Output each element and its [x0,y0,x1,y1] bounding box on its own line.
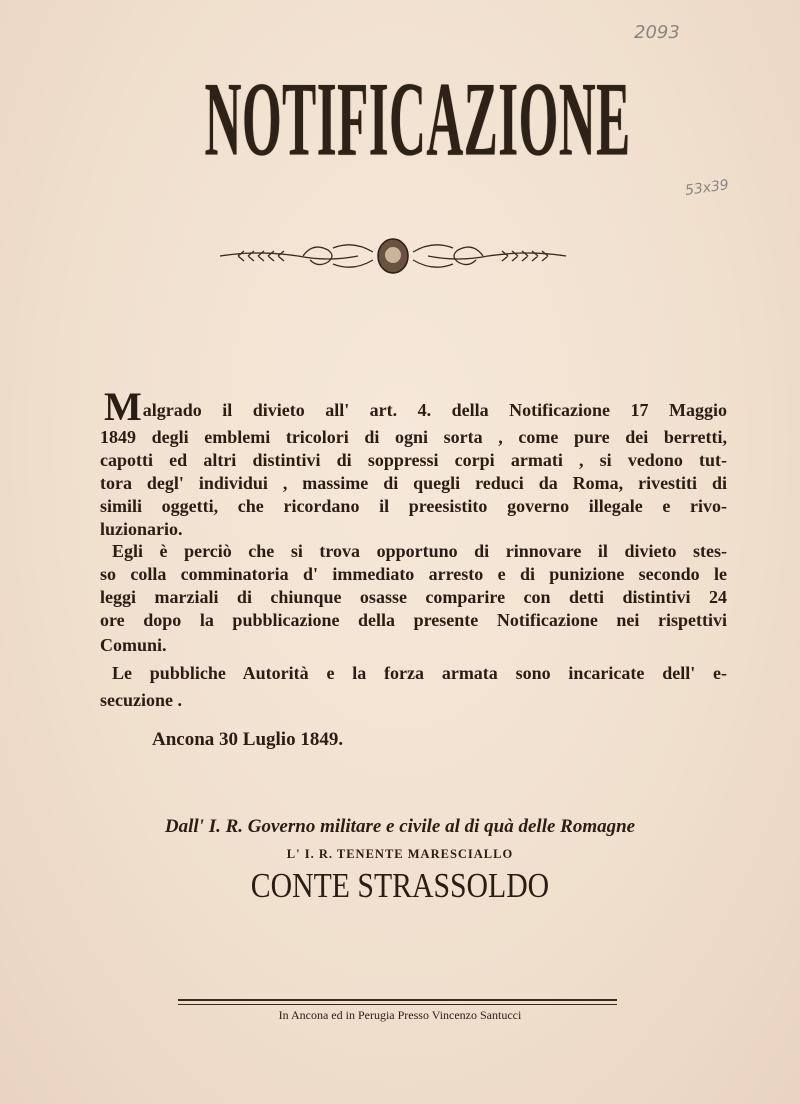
body-line: luzionario. [100,519,183,539]
issuer-line: Dall' I. R. Governo militare e civile al di quà delle Romagne [164,816,636,837]
body-line: secuzione . [100,690,182,710]
body-line: tora degl' individui , massime di quegli reduci da Roma, rivestiti di [100,473,727,493]
body-line: 1849 degli emblemi tricolori di ogni sorta , come pure dei berretti, [100,427,727,447]
body-line: so colla comminatoria d' immediato arresto e di punizione secondo le [100,564,727,584]
body-line: Egli è perciò che si trova opportuno di rinnovare il divieto stes- [112,541,727,561]
ornament-divider [218,236,568,276]
body-line: simili oggetti, che ricordano il preesistito governo illegale e rivo- [100,496,727,516]
body-line: ore dopo la pubblicazione della presente Notificazione nei rispettivi [100,610,727,630]
dimensions-annotation: 53x39 [684,177,730,199]
body-line: capotti ed altri distintivi di soppressi corpi armati , si vedono tut- [100,450,727,470]
catalog-number-annotation: 2093 [634,22,680,43]
document-title [0,58,800,178]
signatory-name: CONTE STRASSOLDO [250,866,550,905]
body-line [104,384,727,429]
body-line: Le pubbliche Autorità e la forza armata sono incaricate dell' e- [112,663,727,683]
body-line-text: algrado il divieto all' art. 4. della Notificazione 17 Maggio [142,400,727,420]
signatory-rank: L' I. R. TENENTE MARESCIALLO [286,847,514,861]
title-text: NOTIFICAZIONE [204,60,631,178]
body-line: leggi marziali di chiunque osasse comparire con detti distintivi 24 [100,587,727,607]
drop-cap: M [104,384,142,429]
body-line: Comuni. [100,635,167,655]
document-date: Ancona 30 Luglio 1849. [152,729,344,750]
printer-imprint: In Ancona ed in Perugia Presso Vincenzo Santucci [278,1008,522,1022]
footer-rule [178,999,617,1005]
